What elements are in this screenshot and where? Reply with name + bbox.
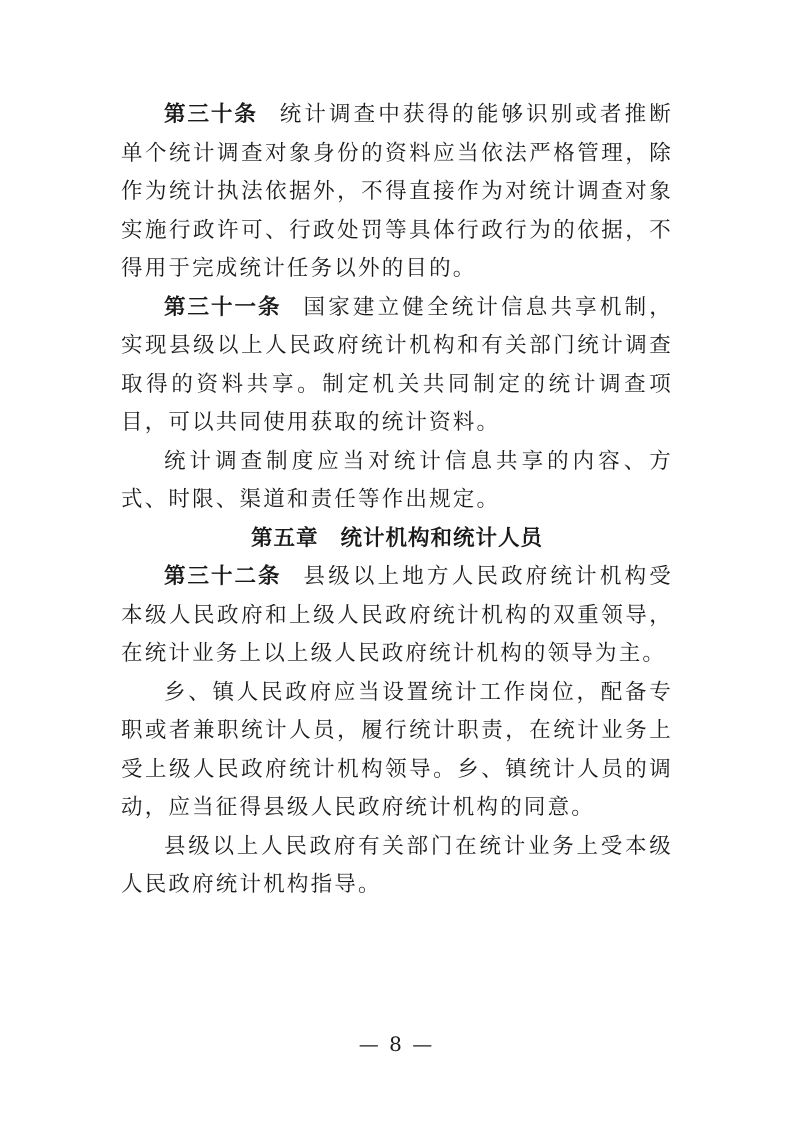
body-paragraph <box>121 443 673 520</box>
article-30-paragraph <box>121 96 673 289</box>
article-text: 国家建立健全统计信息共享机制，实现县级以上人民政府统计机构和有关部门统计调查取得的资料共享。制定机关共同制定的统计调查项目，可以共同使用获取的统计资料。 <box>121 294 673 435</box>
article-number: 第三十一条 <box>164 294 282 320</box>
document-body <box>121 96 673 905</box>
article-number: 第三十条 <box>164 102 258 127</box>
page-number: — 8 — <box>358 1032 435 1056</box>
body-paragraph <box>121 828 673 905</box>
chapter-number: 第五章 <box>250 525 319 551</box>
article-32-paragraph <box>121 558 673 674</box>
paragraph-text: 县级以上人民政府有关部门在统计业务上受本级人民政府统计机构指导。 <box>121 833 673 897</box>
chapter-title: 统计机构和统计人员 <box>340 525 544 551</box>
article-number: 第三十二条 <box>164 564 282 589</box>
chapter-heading <box>121 520 673 559</box>
paragraph-text: 乡、镇人民政府应当设置统计工作岗位，配备专职或者兼职统计人员，履行统计职责，在统计业务上受上级人民政府统计机构领导。乡、镇统计人员的调动，应当征得县级人民政府统计机构的同意。 <box>121 679 673 820</box>
body-paragraph <box>121 674 673 828</box>
article-text: 统计调查中获得的能够识别或者推断单个统计调查对象身份的资料应当依法严格管理，除作为统计执法依据外，不得直接作为对统计调查对象实施行政许可、行政处罚等具体行政行为的依据，不得用于完成统计任务以外的目的。 <box>121 102 673 281</box>
article-31-paragraph <box>121 289 673 443</box>
paragraph-text: 统计调查制度应当对统计信息共享的内容、方式、时限、渠道和责任等作出规定。 <box>121 448 673 512</box>
article-text: 县级以上地方人民政府统计机构受本级人民政府和上级人民政府统计机构的双重领导，在统计业务上以上级人民政府统计机构的领导为主。 <box>121 564 673 666</box>
